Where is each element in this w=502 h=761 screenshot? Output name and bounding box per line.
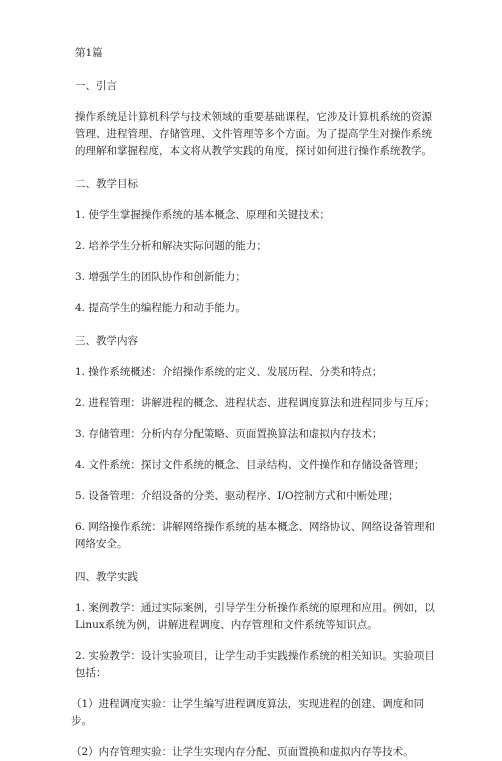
goal-item-4: 4. 提高学生的编程能力和动手能力。 xyxy=(75,302,246,314)
goal-item-3: 3. 增强学生的团队协作和创新能力； xyxy=(75,271,246,283)
content-item-2: 2. 进程管理：讲解进程的概念、进程状态、进程调度算法和进程同步与互斥； xyxy=(75,397,435,409)
intro-paragraph: 操作系统是计算机科学与技术领域的重要基础课程，它涉及计算机系统的资源管理、进程管理、存储管理、文件管理等多个方面。为了提高学生对操作系统的理解和掌握程度，本文将从教学实践的角度，探讨如何进行操作系统教学。 xyxy=(75,111,432,157)
content-item-3: 3. 存储管理：分析内存分配策略、页面置换算法和虚拟内存技术； xyxy=(75,428,383,440)
content-item-5: 5. 设备管理：介绍设备的分类、驱动程序、I/O控制方式和中断处理； xyxy=(75,490,399,502)
practice-subitem-2: （2）内存管理实验：让学生实现内存分配、页面置换和虚拟内存等技术。 xyxy=(71,746,414,758)
practice-item-1: 1. 案例教学：通过实际案例，引导学生分析操作系统的原理和应用。例如，以Linux系统为例，讲解进程调度、内存管理和文件系统等知识点。 xyxy=(75,602,435,631)
goal-item-1: 1. 使学生掌握操作系统的基本概念、原理和关键技术； xyxy=(75,209,330,221)
section-heading-intro: 一、引言 xyxy=(75,80,117,92)
goal-item-2: 2. 培养学生分析和解决实际问题的能力； xyxy=(75,240,267,252)
section-heading-practice: 四、教学实践 xyxy=(75,571,138,583)
content-item-6: 6. 网络操作系统：讲解网络操作系统的基本概念、网络协议、网络设备管理和网络安全。 xyxy=(75,521,435,550)
practice-item-2: 2. 实验教学：设计实验项目，让学生动手实践操作系统的相关知识。实验项目包括： xyxy=(75,650,435,679)
section-heading-goals: 二、教学目标 xyxy=(75,178,138,190)
section-heading-content: 三、教学内容 xyxy=(75,335,138,347)
practice-subitem-1: （1）进程调度实验：让学生编写进程调度算法，实现进程的创建、调度和同步。 xyxy=(71,698,425,727)
content-item-4: 4. 文件系统：探讨文件系统的概念、目录结构、文件操作和存储设备管理； xyxy=(75,459,425,471)
content-item-1: 1. 操作系统概述：介绍操作系统的定义、发展历程、分类和特点； xyxy=(75,366,383,378)
part-title: 第1篇 xyxy=(75,47,103,59)
